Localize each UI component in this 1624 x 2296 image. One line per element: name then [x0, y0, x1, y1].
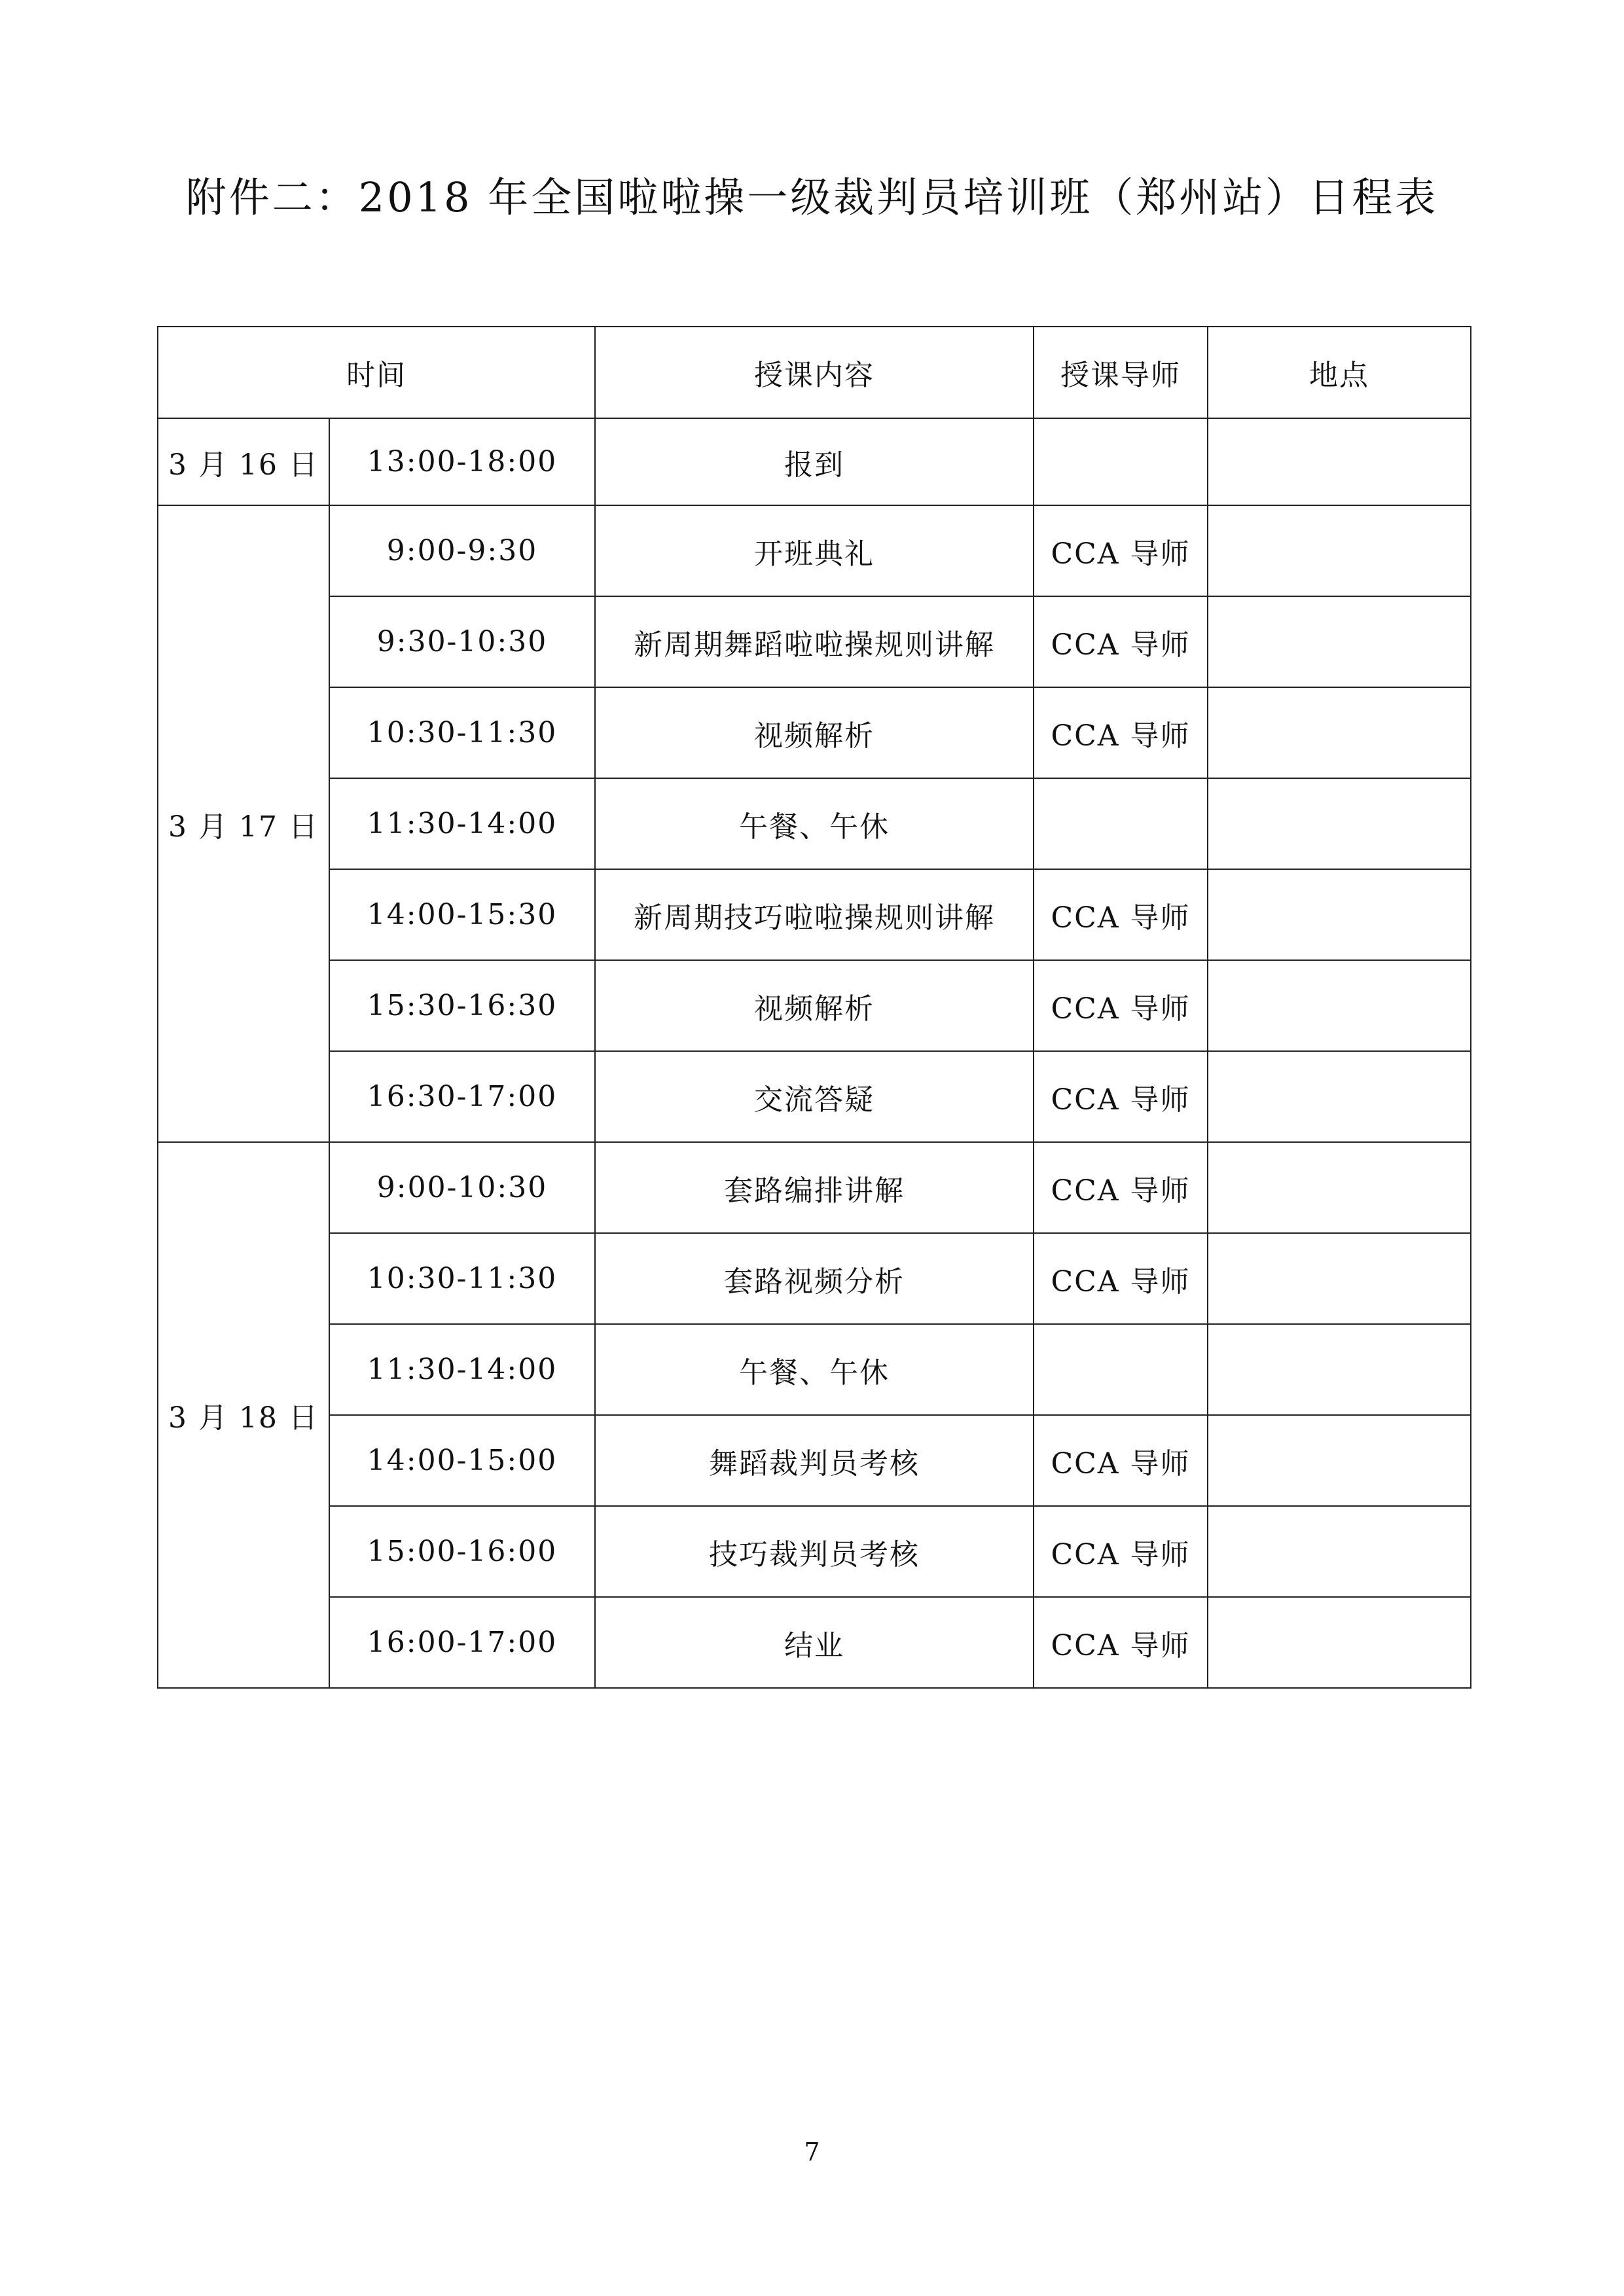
time-cell: 9:00-9:30 [329, 505, 595, 596]
header-instructor: 授课导师 [1034, 327, 1208, 418]
location-cell [1208, 1597, 1471, 1688]
time-cell: 15:00-16:00 [329, 1506, 595, 1597]
content-cell: 新周期技巧啦啦操规则讲解 [595, 869, 1034, 960]
time-cell: 9:30-10:30 [329, 596, 595, 687]
content-cell: 交流答疑 [595, 1051, 1034, 1142]
header-time: 时间 [158, 327, 595, 418]
location-cell [1208, 1233, 1471, 1324]
table-row [158, 1415, 1471, 1506]
table-row [158, 1506, 1471, 1597]
schedule-table [157, 326, 1471, 1689]
location-cell [1208, 418, 1471, 505]
instructor-cell: CCA 导师 [1034, 869, 1208, 960]
content-cell: 视频解析 [595, 687, 1034, 778]
location-cell [1208, 687, 1471, 778]
header-location: 地点 [1208, 327, 1471, 418]
table-row [158, 418, 1471, 505]
content-cell: 套路视频分析 [595, 1233, 1034, 1324]
content-cell: 结业 [595, 1597, 1034, 1688]
table-row [158, 869, 1471, 960]
location-cell [1208, 1415, 1471, 1506]
date-cell: 3 月 17 日 [158, 505, 329, 1142]
content-cell: 新周期舞蹈啦啦操规则讲解 [595, 596, 1034, 687]
content-cell: 开班典礼 [595, 505, 1034, 596]
table-row [158, 596, 1471, 687]
content-cell: 套路编排讲解 [595, 1142, 1034, 1233]
location-cell [1208, 1142, 1471, 1233]
table-row [158, 1324, 1471, 1415]
location-cell [1208, 505, 1471, 596]
table-header-row [158, 327, 1471, 418]
instructor-cell: CCA 导师 [1034, 1597, 1208, 1688]
instructor-cell: CCA 导师 [1034, 1233, 1208, 1324]
time-cell: 14:00-15:00 [329, 1415, 595, 1506]
header-content: 授课内容 [595, 327, 1034, 418]
time-cell: 11:30-14:00 [329, 1324, 595, 1415]
time-cell: 13:00-18:00 [329, 418, 595, 505]
date-cell: 3 月 16 日 [158, 418, 329, 505]
location-cell [1208, 869, 1471, 960]
content-cell: 午餐、午休 [595, 778, 1034, 869]
date-cell: 3 月 18 日 [158, 1142, 329, 1688]
content-cell: 视频解析 [595, 960, 1034, 1051]
table-row [158, 960, 1471, 1051]
content-cell: 午餐、午休 [595, 1324, 1034, 1415]
time-cell: 10:30-11:30 [329, 1233, 595, 1324]
time-cell: 16:30-17:00 [329, 1051, 595, 1142]
instructor-cell: CCA 导师 [1034, 960, 1208, 1051]
time-cell: 9:00-10:30 [329, 1142, 595, 1233]
table-row [158, 1597, 1471, 1688]
time-cell: 10:30-11:30 [329, 687, 595, 778]
page-number: 7 [804, 2138, 820, 2166]
instructor-cell: CCA 导师 [1034, 1051, 1208, 1142]
time-cell: 16:00-17:00 [329, 1597, 595, 1688]
content-cell: 舞蹈裁判员考核 [595, 1415, 1034, 1506]
table-row [158, 687, 1471, 778]
instructor-cell: CCA 导师 [1034, 687, 1208, 778]
page-title: 附件二：2018 年全国啦啦操一级裁判员培训班（郑州站）日程表 [185, 173, 1439, 221]
instructor-cell: CCA 导师 [1034, 1142, 1208, 1233]
content-cell: 技巧裁判员考核 [595, 1506, 1034, 1597]
instructor-cell: CCA 导师 [1034, 596, 1208, 687]
location-cell [1208, 596, 1471, 687]
location-cell [1208, 1506, 1471, 1597]
location-cell [1208, 960, 1471, 1051]
table-row [158, 1233, 1471, 1324]
table-row [158, 778, 1471, 869]
instructor-cell: CCA 导师 [1034, 1506, 1208, 1597]
instructor-cell [1034, 1324, 1208, 1415]
instructor-cell [1034, 778, 1208, 869]
time-cell: 11:30-14:00 [329, 778, 595, 869]
table-row [158, 1051, 1471, 1142]
location-cell [1208, 778, 1471, 869]
instructor-cell [1034, 418, 1208, 505]
instructor-cell: CCA 导师 [1034, 1415, 1208, 1506]
time-cell: 14:00-15:30 [329, 869, 595, 960]
table-row [158, 505, 1471, 596]
location-cell [1208, 1051, 1471, 1142]
instructor-cell: CCA 导师 [1034, 505, 1208, 596]
time-cell: 15:30-16:30 [329, 960, 595, 1051]
content-cell: 报到 [595, 418, 1034, 505]
table-row [158, 1142, 1471, 1233]
location-cell [1208, 1324, 1471, 1415]
